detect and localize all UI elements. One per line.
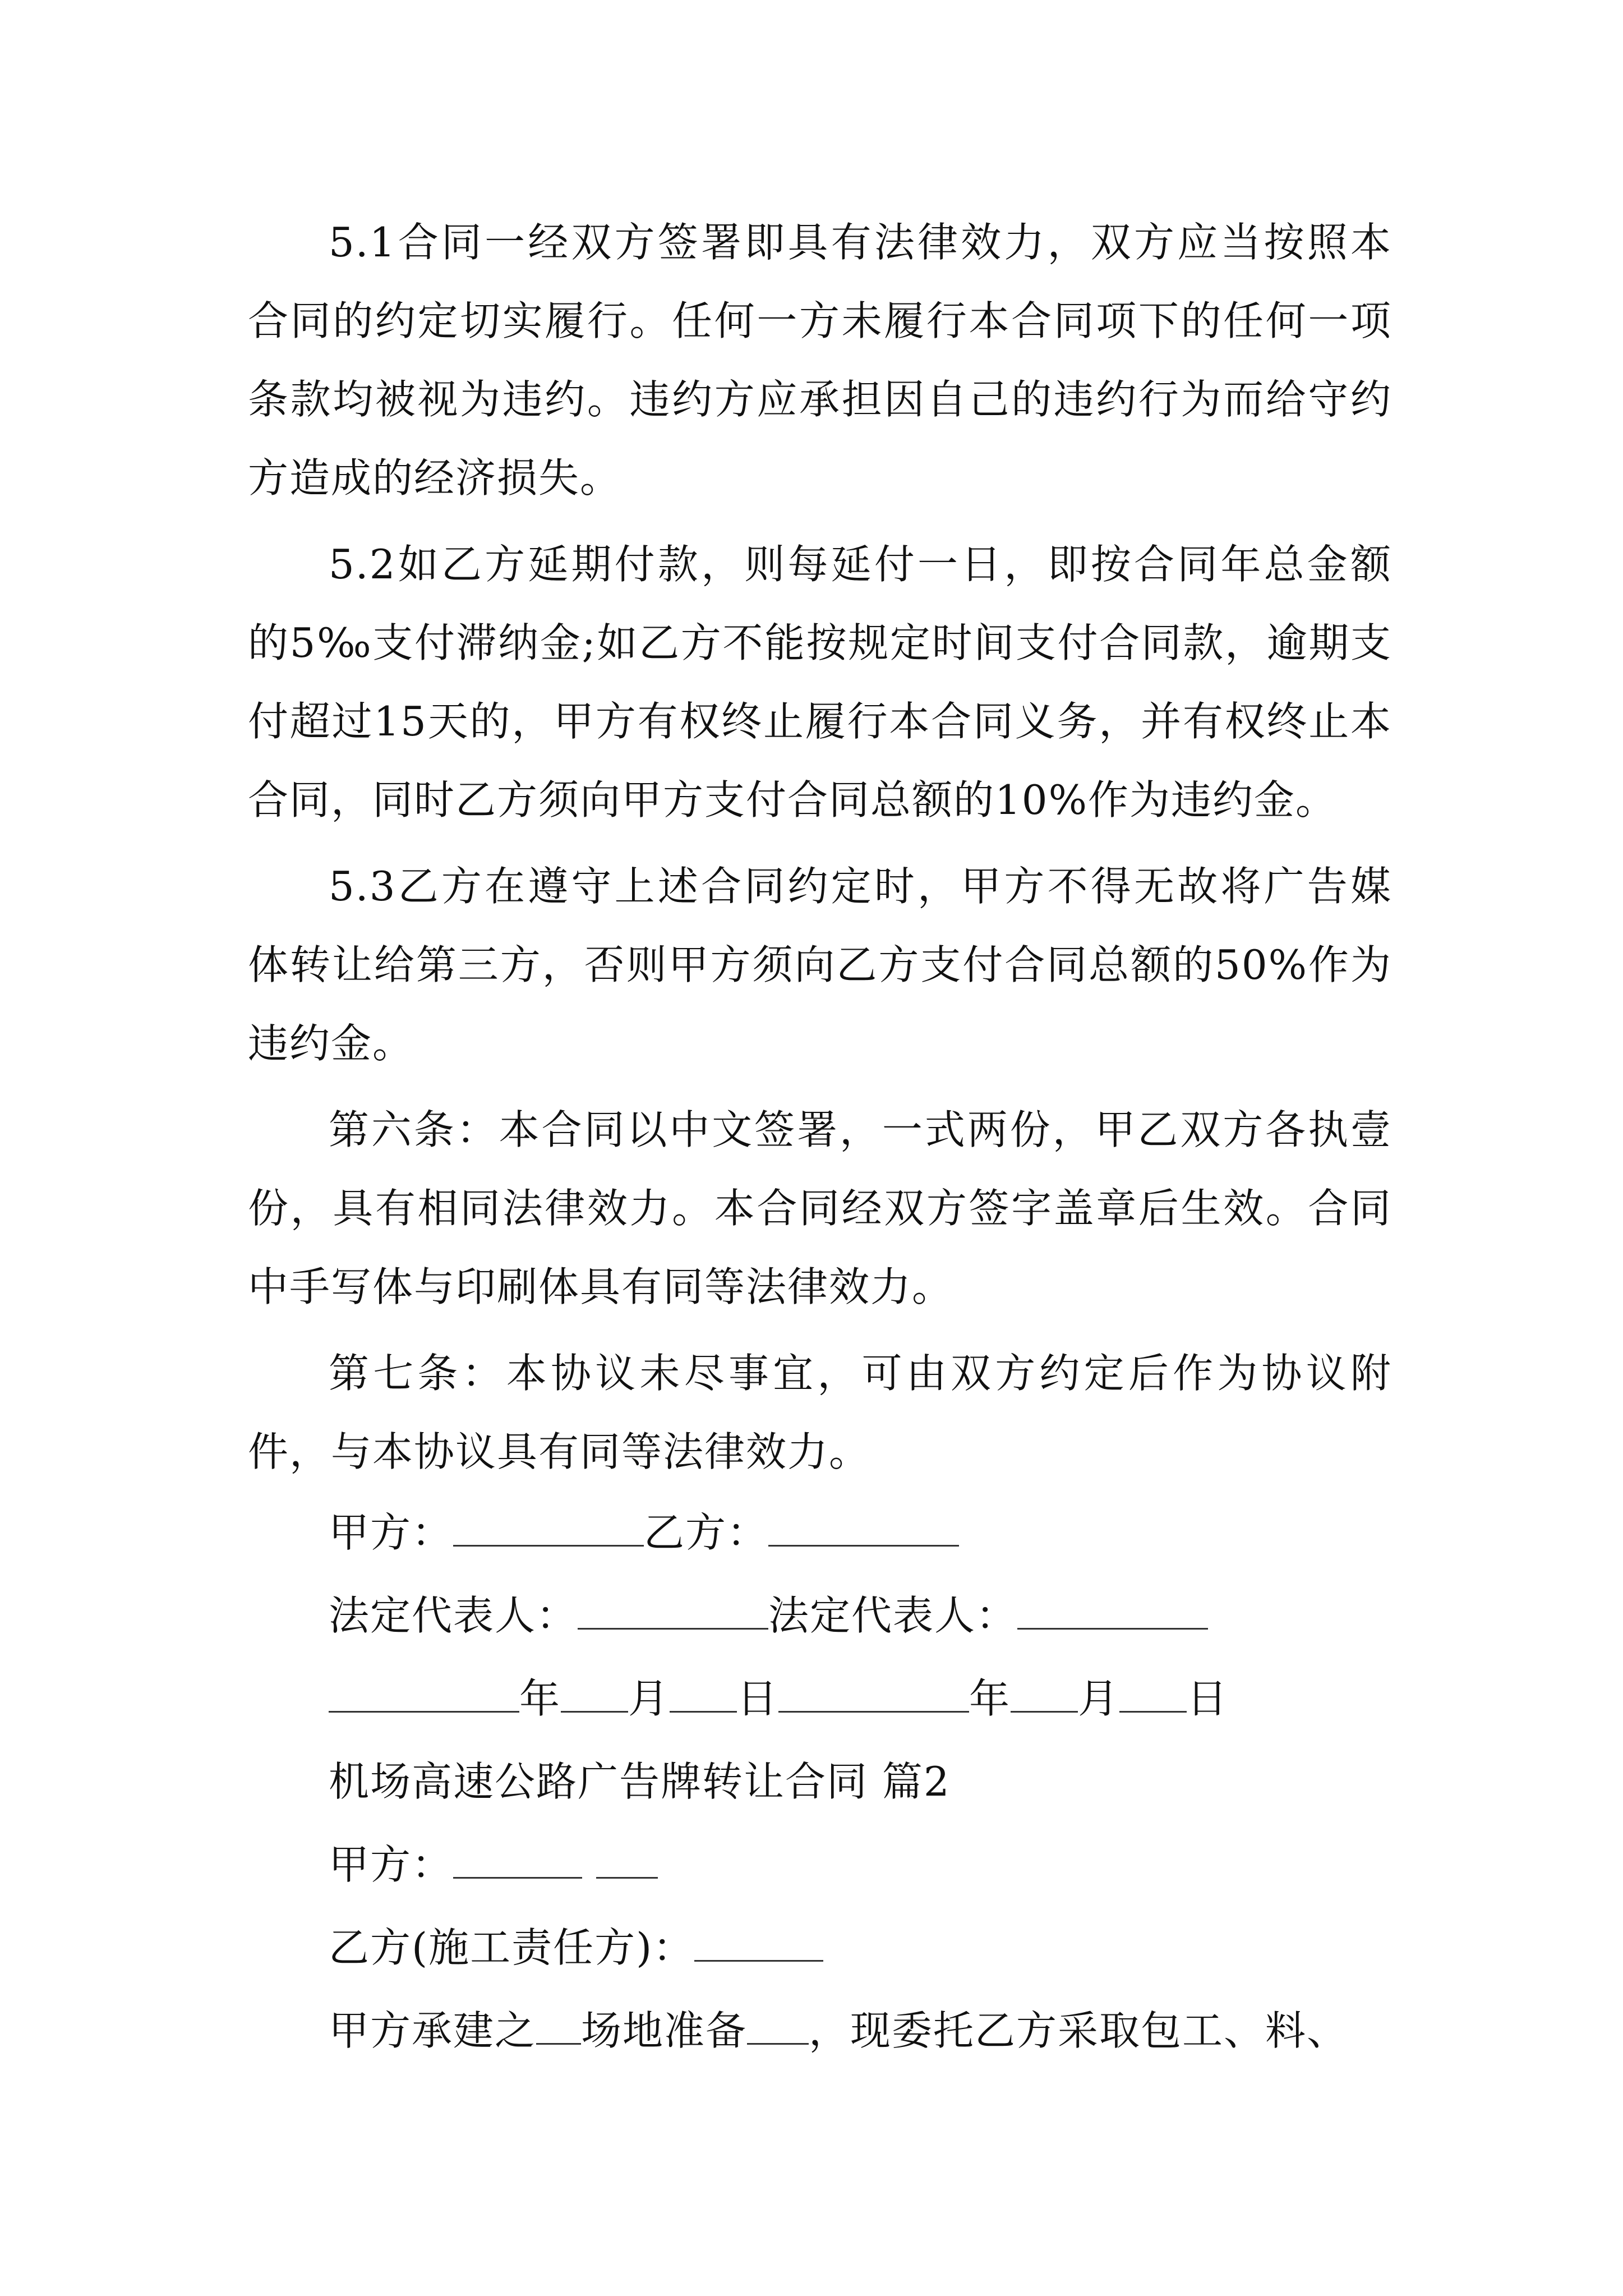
section-2-party-a-line	[248, 1823, 1392, 1906]
party-b-blank[interactable]	[768, 1509, 959, 1547]
date-a-year-blank[interactable]	[329, 1675, 519, 1713]
date-b-year-blank[interactable]	[778, 1675, 969, 1713]
signature-legal-rep-line	[248, 1574, 1392, 1657]
section-2-party-a-label: 甲方：	[329, 1841, 454, 1888]
section-2-party-b-line	[248, 1906, 1392, 1989]
document-body	[248, 203, 1392, 2072]
legal-rep-a-label: 法定代表人：	[329, 1592, 578, 1639]
date-a-month-blank[interactable]	[561, 1675, 628, 1713]
section-2-intro-line	[248, 1989, 1392, 2072]
clause-5-1: 5.1合同一经双方签署即具有法律效力，双方应当按照本合同的约定切实履行。任何一方未履行本合同项下的任何一项条款均被视为违约。违约方应承担因自己的违约行为而给守约方造成的经济损失。	[248, 219, 1392, 501]
signature-parties-line	[248, 1491, 1392, 1574]
party-b-label: 乙方：	[644, 1509, 769, 1556]
date-b-month-blank[interactable]	[1011, 1675, 1078, 1713]
section-2-title: 机场高速公路广告牌转让合同 篇2	[329, 1758, 951, 1805]
section-2-party-b-label: 乙方(施工责任方)：	[329, 1924, 695, 1971]
date-month-label: 月	[628, 1675, 670, 1722]
clause-5-2: 5.2如乙方延期付款，则每延付一日，即按合同年总金额的5‰支付滞纳金;如乙方不能按规定时间支付合同款，逾期支付超过15天的，甲方有权终止履行本合同义务，并有权终止本合同，同时乙方须向甲方支付合同总额的10%作为违约金。	[248, 541, 1392, 823]
date-day-label: 日	[737, 1675, 779, 1722]
legal-rep-b-label: 法定代表人：	[768, 1592, 1018, 1639]
section-2-party-b-blank[interactable]	[694, 1924, 823, 1962]
date-b-day-blank[interactable]	[1119, 1675, 1187, 1713]
date-month-label: 月	[1078, 1675, 1120, 1722]
legal-rep-b-blank[interactable]	[1017, 1592, 1208, 1630]
date-year-label: 年	[519, 1675, 561, 1722]
date-a-day-blank[interactable]	[670, 1675, 737, 1713]
section-2-intro-text-1: 甲方承建之	[329, 2007, 537, 2054]
section-2-intro-blank-2[interactable]	[747, 2007, 809, 2045]
date-year-label: 年	[969, 1675, 1011, 1722]
article-6: 第六条：本合同以中文签署，一式两份，甲乙双方各执壹份，具有相同法律效力。本合同经双方签字盖章后生效。合同中手写体与印刷体具有同等法律效力。	[248, 1106, 1392, 1310]
legal-rep-a-blank[interactable]	[578, 1592, 768, 1630]
clause-5-3: 5.3乙方在遵守上述合同约定时，甲方不得无故将广告媒体转让给第三方，否则甲方须向乙方支付合同总额的50%作为违约金。	[248, 863, 1392, 1067]
party-a-label: 甲方：	[329, 1509, 454, 1556]
article-7: 第七条：本协议未尽事宜，可由双方约定后作为协议附件，与本协议具有同等法律效力。	[248, 1350, 1392, 1475]
date-day-label: 日	[1187, 1675, 1229, 1722]
signature-date-line	[248, 1657, 1392, 1740]
section-2-intro-text-2: 场地准备	[581, 2007, 748, 2054]
party-a-blank[interactable]	[453, 1509, 644, 1547]
section-2-intro-blank-1[interactable]	[536, 2007, 581, 2045]
section-2-party-a-blank[interactable]	[453, 1841, 582, 1879]
section-2-party-a-blank-2[interactable]	[596, 1841, 658, 1879]
section-2-intro-text-3: ，现委托乙方采取包工、料、	[809, 2007, 1349, 2054]
